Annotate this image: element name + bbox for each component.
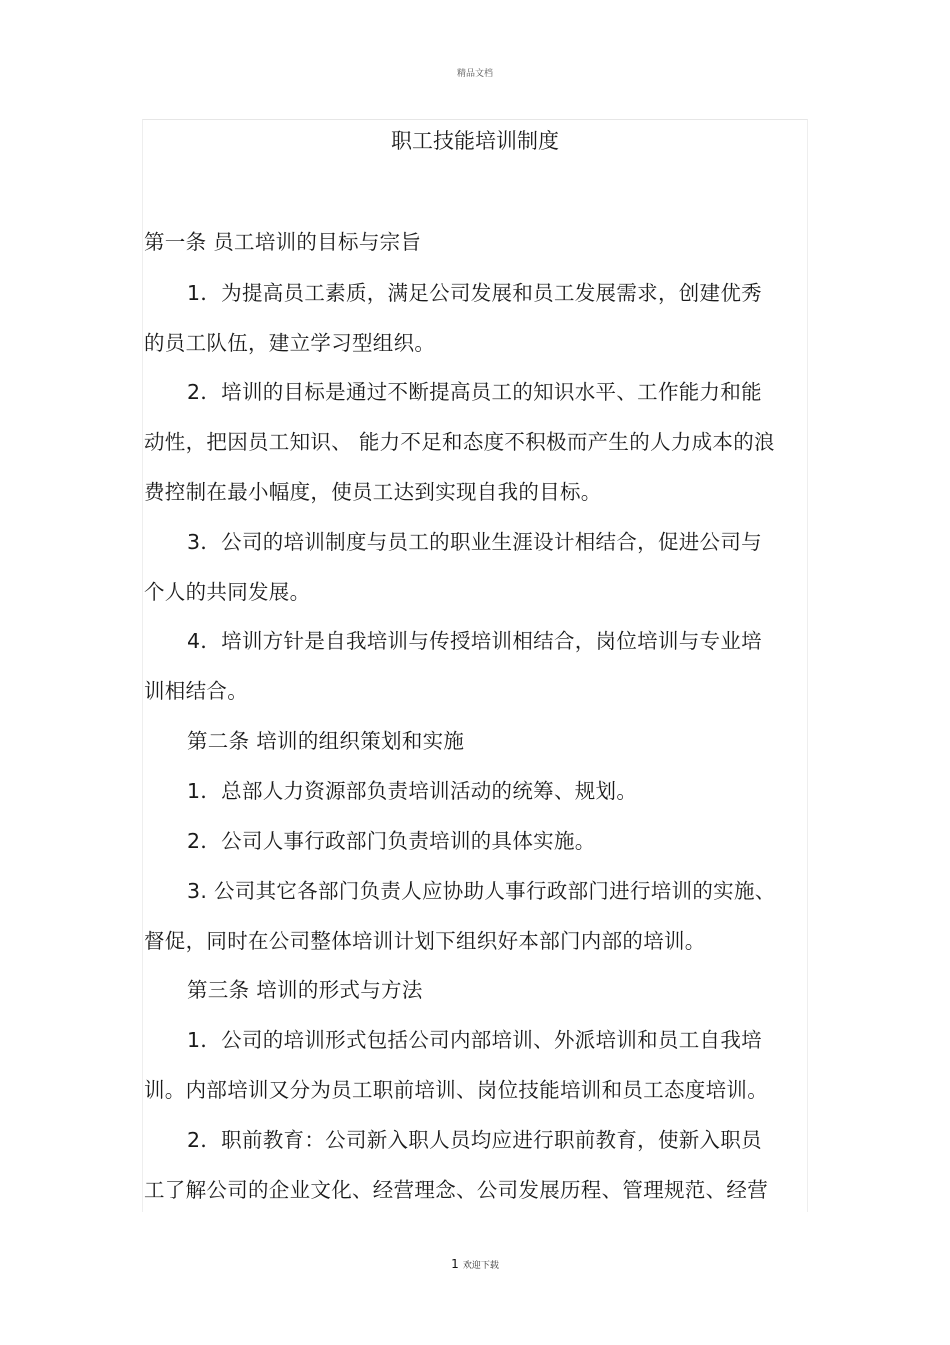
document-title: 职工技能培训制度	[391, 129, 559, 153]
paragraph-line: 的员工队伍，建立学习型组织。	[144, 331, 436, 355]
paragraph-line: 2．公司人事行政部门负责培训的具体实施。	[187, 829, 596, 853]
paragraph-line: 训相结合。	[144, 679, 248, 703]
paragraph-line: 2．职前教育：公司新入职人员均应进行职前教育，使新入职员	[187, 1128, 762, 1152]
paragraph-line: 4．培训方针是自我培训与传授培训相结合，岗位培训与专业培	[187, 629, 762, 653]
paragraph-line: 工了解公司的企业文化、经营理念、公司发展历程、管理规范、经营	[144, 1178, 768, 1202]
paragraph-line: 个人的共同发展。	[144, 580, 311, 604]
page-number: 1	[451, 1257, 459, 1271]
paragraph-line: 督促，同时在公司整体培训计划下组织好本部门内部的培训。	[144, 929, 706, 953]
paragraph-line: 费控制在最小幅度，使员工达到实现自我的目标。	[144, 480, 602, 504]
paragraph-line: 2．培训的目标是通过不断提高员工的知识水平、工作能力和能	[187, 380, 762, 404]
article-2-heading: 第二条 培训的组织策划和实施	[187, 729, 465, 753]
article-1-heading: 第一条 员工培训的目标与宗旨	[144, 230, 422, 254]
footer-text: 欢迎下载	[462, 1261, 499, 1271]
paragraph-line: 训。内部培训又分为员工职前培训、岗位技能培训和员工态度培训。	[144, 1078, 768, 1102]
paragraph-line: 3．公司的培训制度与员工的职业生涯设计相结合，促进公司与	[187, 530, 762, 554]
header-watermark: 精品文档	[456, 69, 493, 79]
paragraph-line: 动性，把因员工知识、 能力不足和态度不积极而产生的人力成本的浪	[144, 430, 775, 454]
paragraph-line: 1．为提高员工素质，满足公司发展和员工发展需求，创建优秀	[187, 281, 762, 305]
paragraph-line: 3. 公司其它各部门负责人应协助人事行政部门进行培训的实施、	[187, 879, 776, 903]
article-3-heading: 第三条 培训的形式与方法	[187, 978, 423, 1002]
page-footer	[0, 1257, 950, 1271]
paragraph-line: 1．总部人力资源部负责培训活动的统筹、规划。	[187, 779, 638, 803]
paragraph-line: 1．公司的培训形式包括公司内部培训、外派培训和员工自我培	[187, 1028, 762, 1052]
